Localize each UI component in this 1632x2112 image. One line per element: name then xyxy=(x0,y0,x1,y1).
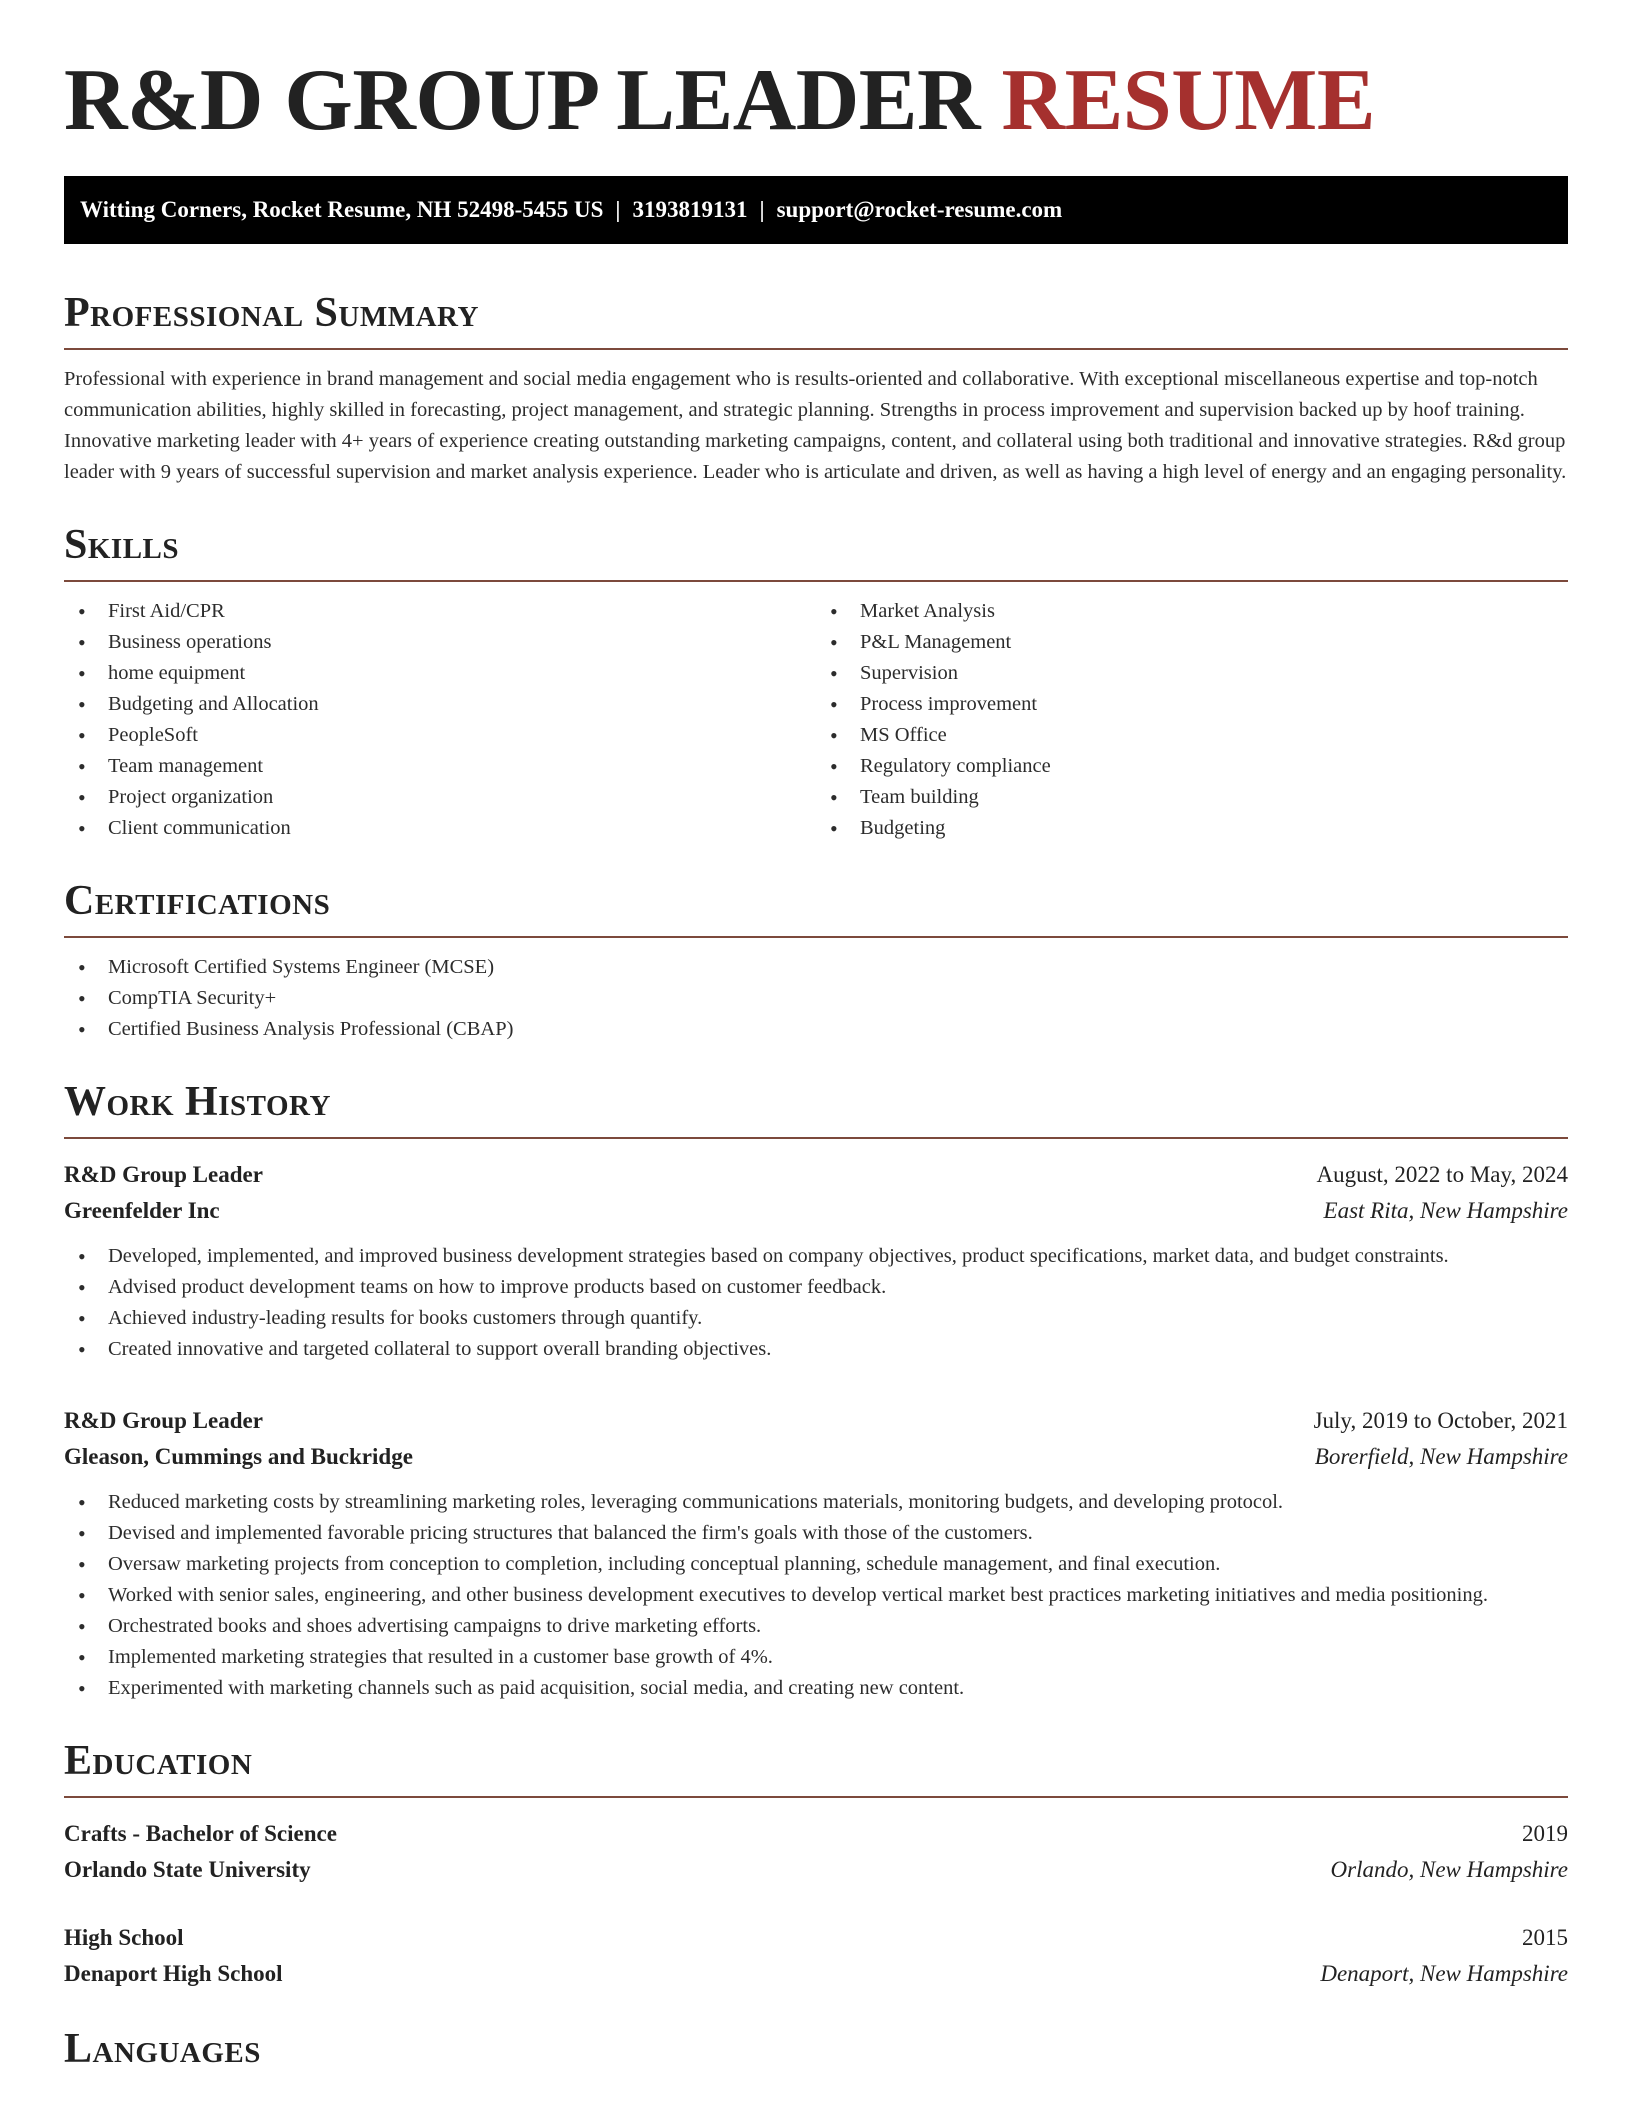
job-location: East Rita, New Hampshire xyxy=(1323,1198,1568,1223)
education-section xyxy=(64,1736,1568,1992)
skills-list xyxy=(64,596,1568,844)
job-company: Greenfelder Inc xyxy=(64,1198,220,1223)
summary-text: Professional with experience in brand management and social media engagement who is results-oriented and collaborative. With exceptional miscellaneous expertise and top-notch communication abilities, highly skilled in forecasting, project management, and strategic planning. Strengths in process improvement and supervision backed up by hoof training. Innovative marketing leader with 4+ years of experience creating outstanding marketing campaigns, content, and collateral using both traditional and innovative strategies. R&d group leader with 9 years of successful supervision and market analysis experience. Leader who is articulate and driven, as well as having a high level of energy and an engaging personality. xyxy=(64,368,1567,483)
certification-item: • CompTIA Security+ xyxy=(64,983,1568,1014)
education-year: 2015 xyxy=(1522,1925,1568,1950)
skill-item: • Regulatory compliance xyxy=(816,751,1568,782)
job-bullet: • Advised product development teams on how to improve products based on customer feedback. xyxy=(64,1272,1568,1303)
section-title-languages: Languages xyxy=(64,2026,261,2072)
job-bullet: • Developed, implemented, and improved business development strategies based on company objectives, product specifications, market data, and budget constraints. xyxy=(64,1241,1568,1272)
skill-item: • home equipment xyxy=(64,658,816,689)
skill-item: • Supervision xyxy=(816,658,1568,689)
job-bullets xyxy=(64,1241,1568,1365)
job-header xyxy=(64,1157,1568,1193)
job-bullets xyxy=(64,1487,1568,1704)
skill-item: • Budgeting xyxy=(816,813,1568,844)
job-location: Borerfield, New Hampshire xyxy=(1314,1444,1568,1469)
skills-column-left xyxy=(64,596,816,844)
skill-item: • Project organization xyxy=(64,782,816,813)
job-subheader xyxy=(64,1193,1568,1229)
job-bullet: • Worked with senior sales, engineering, and other business development executives to develop vertical market best practices marketing initiatives and media positioning. xyxy=(64,1580,1568,1611)
education-degree: Crafts - Bachelor of Science xyxy=(64,1821,337,1846)
skill-item: • MS Office xyxy=(816,720,1568,751)
section-title-summary: Professional Summary xyxy=(64,288,1568,350)
education-location: Denaport, New Hampshire xyxy=(1320,1961,1568,1986)
job-company: Gleason, Cummings and Buckridge xyxy=(64,1444,413,1469)
skill-item: • Team building xyxy=(816,782,1568,813)
contact-email: support@rocket-resume.com xyxy=(776,197,1063,222)
skill-item: • Market Analysis xyxy=(816,596,1568,627)
education-header xyxy=(64,1816,1568,1852)
section-title-education: Education xyxy=(64,1736,1568,1798)
education-location: Orlando, New Hampshire xyxy=(1330,1857,1568,1882)
job-dates: July, 2019 to October, 2021 xyxy=(1313,1408,1568,1433)
contact-separator: | xyxy=(759,197,765,222)
resume-title xyxy=(64,0,1568,150)
title-main: R&D GROUP LEADER xyxy=(64,52,981,149)
contact-bar xyxy=(64,176,1568,244)
title-accent: RESUME xyxy=(1001,52,1376,149)
skills-column-right xyxy=(816,596,1568,844)
job-bullet: • Orchestrated books and shoes advertising campaigns to drive marketing efforts. xyxy=(64,1611,1568,1642)
certifications-list xyxy=(64,952,1568,1045)
job-bullet: • Devised and implemented favorable pricing structures that balanced the firm's goals with those of the customers. xyxy=(64,1518,1568,1549)
skill-item: • Team management xyxy=(64,751,816,782)
job-bullet: • Oversaw marketing projects from conception to completion, including conceptual planning, schedule management, and final execution. xyxy=(64,1549,1568,1580)
job-title: R&D Group Leader xyxy=(64,1162,263,1187)
education-subheader xyxy=(64,1852,1568,1888)
contact-address: Witting Corners, Rocket Resume, NH 52498-5455 US xyxy=(80,197,604,222)
certification-item: • Microsoft Certified Systems Engineer (MCSE) xyxy=(64,952,1568,983)
job-bullet: • Implemented marketing strategies that resulted in a customer base growth of 4%. xyxy=(64,1642,1568,1673)
job-bullet: • Reduced marketing costs by streamlining marketing roles, leveraging communications materials, monitoring budgets, and developing protocol. xyxy=(64,1487,1568,1518)
certification-item: • Certified Business Analysis Professional (CBAP) xyxy=(64,1014,1568,1045)
skill-item: • Client communication xyxy=(64,813,816,844)
skill-item: • First Aid/CPR xyxy=(64,596,816,627)
job-entry xyxy=(64,1403,1568,1704)
skill-item: • PeopleSoft xyxy=(64,720,816,751)
job-header xyxy=(64,1403,1568,1439)
job-bullet: • Created innovative and targeted collateral to support overall branding objectives. xyxy=(64,1334,1568,1365)
contact-phone: 3193819131 xyxy=(632,197,748,222)
job-title: R&D Group Leader xyxy=(64,1408,263,1433)
skill-item: • Business operations xyxy=(64,627,816,658)
education-school: Denaport High School xyxy=(64,1961,283,1986)
contact-separator: | xyxy=(615,197,621,222)
job-subheader xyxy=(64,1439,1568,1475)
education-year: 2019 xyxy=(1522,1821,1568,1846)
work-history-section xyxy=(64,1077,1568,1704)
job-entry xyxy=(64,1157,1568,1365)
section-title-skills: Skills xyxy=(64,520,1568,582)
section-title-certifications: Certifications xyxy=(64,876,1568,938)
education-school: Orlando State University xyxy=(64,1857,311,1882)
languages-section xyxy=(64,2024,1568,2084)
education-entry xyxy=(64,1816,1568,1888)
job-bullet: • Achieved industry-leading results for books customers through quantify. xyxy=(64,1303,1568,1334)
skill-item: • P&L Management xyxy=(816,627,1568,658)
education-header xyxy=(64,1920,1568,1956)
education-entry xyxy=(64,1920,1568,1992)
certifications-section xyxy=(64,876,1568,1045)
skills-section xyxy=(64,520,1568,844)
education-subheader xyxy=(64,1956,1568,1992)
job-bullet: • Experimented with marketing channels such as paid acquisition, social media, and creating new content. xyxy=(64,1673,1568,1704)
job-dates: August, 2022 to May, 2024 xyxy=(1316,1162,1568,1187)
summary-section xyxy=(64,288,1568,488)
skill-item: • Process improvement xyxy=(816,689,1568,720)
education-degree: High School xyxy=(64,1925,184,1950)
section-title-work-history: Work History xyxy=(64,1077,1568,1139)
skill-item: • Budgeting and Allocation xyxy=(64,689,816,720)
